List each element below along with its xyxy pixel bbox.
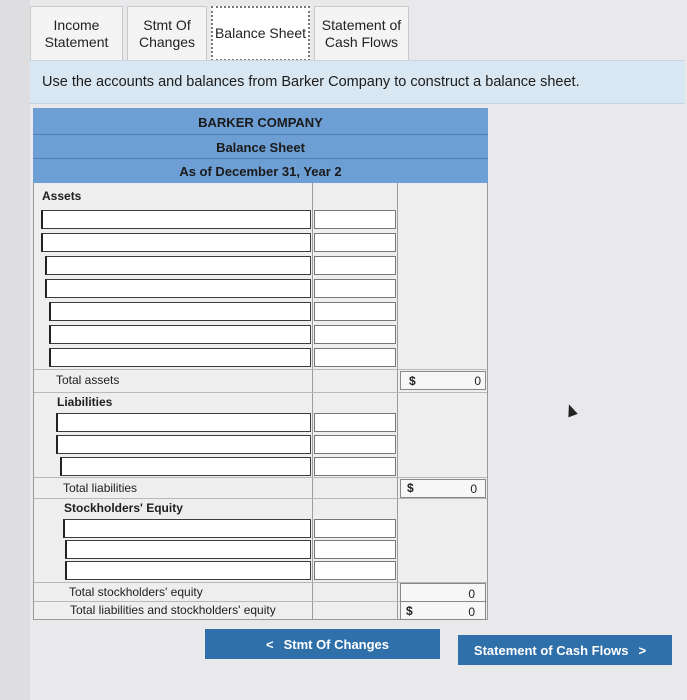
currency-symbol: $ <box>409 374 416 388</box>
liability-amount-input[interactable] <box>314 457 396 476</box>
tab-label: Statement of Cash Flows <box>321 16 402 50</box>
total-liabilities-label: Total liabilities <box>63 481 138 495</box>
total-assets-value: 0 <box>474 374 481 388</box>
row-divider <box>34 477 487 478</box>
tab-label: Balance Sheet <box>214 25 307 41</box>
statement-name: Balance Sheet <box>216 140 305 155</box>
instruction-text: Use the accounts and balances from Barker Company to construct a balance sheet. <box>42 74 580 90</box>
row-divider <box>34 369 487 370</box>
asset-amount-input[interactable] <box>314 256 396 275</box>
equity-account-input[interactable] <box>65 561 311 580</box>
asset-account-input[interactable] <box>49 325 311 344</box>
equity-amount-input[interactable] <box>314 561 396 580</box>
total-equity-value: 0 <box>468 587 475 601</box>
currency-symbol: $ <box>407 481 414 495</box>
prev-button-label: Stmt Of Changes <box>283 636 390 652</box>
equity-amount-input[interactable] <box>314 519 396 538</box>
equity-account-input[interactable] <box>65 540 311 559</box>
stockholders-equity-label: Stockholders' Equity <box>64 501 183 515</box>
asset-amount-input[interactable] <box>314 348 396 367</box>
tab-statement-of-cash-flows[interactable] <box>314 6 409 61</box>
tab-stmt-of-changes[interactable] <box>127 6 207 61</box>
chevron-right-icon: > <box>638 642 647 658</box>
liability-account-input[interactable] <box>56 413 311 432</box>
chevron-left-icon: < <box>265 636 274 652</box>
statement-date: As of December 31, Year 2 <box>179 164 342 179</box>
tab-label: Income Statement <box>44 16 109 50</box>
asset-amount-input[interactable] <box>314 325 396 344</box>
tab-label: Stmt Of Changes <box>138 16 196 50</box>
tab-balance-sheet[interactable] <box>211 6 310 61</box>
asset-amount-input[interactable] <box>314 210 396 229</box>
liability-amount-input[interactable] <box>314 413 396 432</box>
asset-amount-input[interactable] <box>314 233 396 252</box>
asset-account-input[interactable] <box>45 279 311 298</box>
column-divider <box>397 183 398 620</box>
total-liabilities-equity-value: 0 <box>468 605 475 619</box>
total-assets-label: Total assets <box>56 373 120 387</box>
row-divider <box>34 392 487 393</box>
column-divider <box>312 183 313 620</box>
liability-amount-input[interactable] <box>314 435 396 454</box>
prev-stmt-of-changes-button[interactable] <box>205 629 440 659</box>
liability-account-input[interactable] <box>56 435 311 454</box>
asset-amount-input[interactable] <box>314 302 396 321</box>
statement-tabs <box>30 6 413 61</box>
assets-label: Assets <box>42 189 82 203</box>
asset-account-input[interactable] <box>41 210 311 229</box>
asset-account-input[interactable] <box>41 233 311 252</box>
liabilities-label: Liabilities <box>57 395 113 409</box>
total-liabilities-equity-label: Total liabilities and stockholders' equity <box>70 603 276 617</box>
equity-account-input[interactable] <box>63 519 311 538</box>
asset-account-input[interactable] <box>45 256 311 275</box>
mouse-cursor-icon <box>564 403 578 418</box>
header-divider <box>33 158 488 159</box>
tab-income-statement[interactable] <box>30 6 123 61</box>
header-divider <box>33 134 488 135</box>
company-name: BARKER COMPANY <box>198 115 323 130</box>
next-button-label: Statement of Cash Flows <box>473 642 629 658</box>
asset-amount-input[interactable] <box>314 279 396 298</box>
total-equity-label: Total stockholders' equity <box>69 585 203 599</box>
left-edge <box>0 0 30 700</box>
currency-symbol: $ <box>406 604 413 618</box>
row-divider <box>34 498 487 499</box>
liability-account-input[interactable] <box>60 457 311 476</box>
equity-amount-input[interactable] <box>314 540 396 559</box>
asset-account-input[interactable] <box>49 348 311 367</box>
next-statement-of-cash-flows-button[interactable] <box>458 635 672 665</box>
asset-account-input[interactable] <box>49 302 311 321</box>
total-liabilities-value: 0 <box>470 482 477 496</box>
